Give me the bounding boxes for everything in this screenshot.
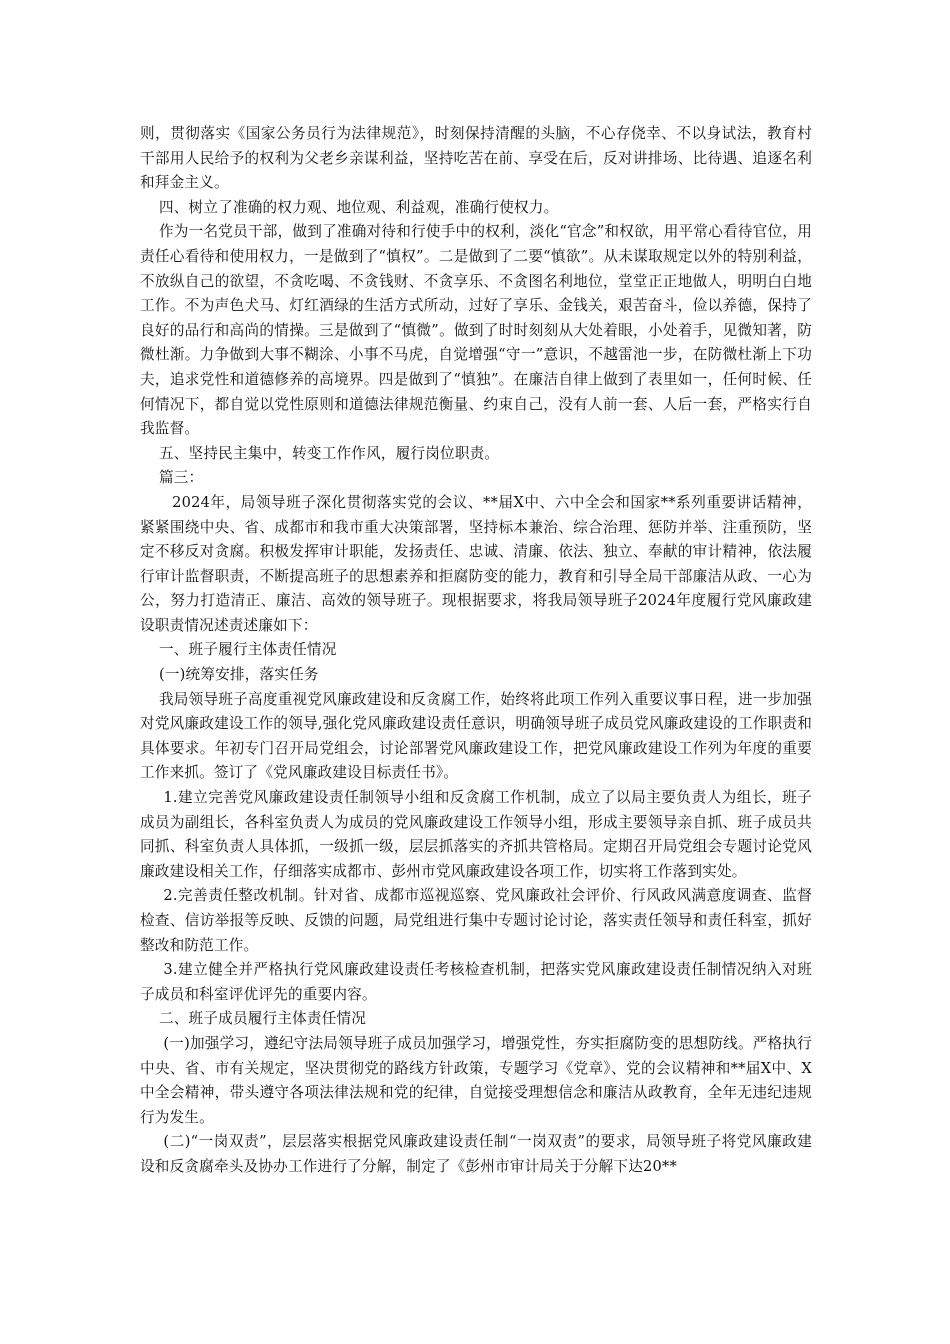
heading-part-3: 篇三： [158,469,204,487]
paragraph-item-3: 3.建立健全并严格执行党风廉政建设责任考核检查机制，把落实党风廉政建设责任制情况纳入对班子成员和科室评优评先的重要内容。 [140,961,812,1003]
paragraph-leadership-focus: 我局领导班子高度重视党风廉政建设和反贪腐工作，始终将此项工作列入重要议事日程，进一步加强对党风廉政建设工作的领导,强化党风廉政建设责任意识，明确领导班子成员党风廉政建设的工作职责和具体要求。年初专门召开局党组会，讨论部署党风廉政建设工作，把党风廉政建设工作列为年度的重要工作来抓。签订了《党风廉政建设目标责任书》。 [140,690,812,782]
paragraph-study-discipline: (一)加强学习，遵纪守法局领导班子成员加强学习，增强党性，夯实拒腐防变的思想防线。严格执行中央、省、市有关规定，坚决贯彻党的路线方针政策，专题学习《党章》、党的会议精神和**届X中、X中全会精神，带头遵守各项法律法规和党的纪律，自觉接受理想信念和廉洁从政教育，全年无违纪违规行为发生。 [140,1034,812,1126]
heading-section-4: 四、树立了准确的权力观、地位观、利益观，准确行使权力。 [158,198,559,216]
subheading-overall-arrangement: (一)统筹安排，落实任务 [158,666,319,684]
heading-section-5: 五、坚持民主集中，转变工作作风，履行岗位职责。 [158,444,500,462]
heading-member-responsibility: 二、班子成员履行主体责任情况 [158,1010,367,1028]
document-page [140,122,812,1180]
paragraph-item-1: 1.建立完善党风廉政建设责任制领导小组和反贪腐工作机制，成立了以局主要负责人为组长，班子成员为副组长，各科室负责人为成员的党风廉政建设工作领导小组，形成主要领导亲自抓、班子成员共同抓、科室负责人具体抓，一级抓一级，层层抓落实的齐抓共管格局。定期召开局党组会专题讨论党风廉政建设相关工作，仔细落实成都市、彭州市党风廉政建设各项工作，切实将工作落到实处。 [140,789,812,880]
paragraph-item-2: 2.完善责任整改机制。针对省、成都市巡视巡察、党风廉政社会评价、行风政风满意度调查、监督检查、信访举报等反映、反馈的问题，局党组进行集中专题讨论讨论，落实责任领导和责任科室，抓好整改和防范工作。 [140,887,812,954]
heading-team-responsibility: 一、班子履行主体责任情况 [158,641,337,659]
paragraph-1: 则，贯彻落实《国家公务员行为法律规范》，时刻保持清醒的头脑，不心存侥幸、不以身试法，教育村干部用人民给予的权利为父老乡亲谋利益，坚持吃苦在前、享受在后，反对讲排场、比待遇、追逐名利和拜金主义。 [140,125,812,192]
paragraph-intro-2024: 2024年，局领导班子深化贯彻落实党的会议、**届X中、六中全会和国家**系列重要讲话精神，紧紧围绕中央、省、成都市和我市重大决策部署，坚持标本兼治、综合治理、惩防并举、注重预防，坚定不移反对贪腐。积极发挥审计职能，发扬责任、忠诚、清廉、依法、独立、奉献的审计精神，依法履行审计监督职责，不断提高班子的思想素养和拒腐防变的能力，教育和引导全局干部廉洁从政、一心为公，努力打造清正、廉洁、高效的领导班子。现根据要求，将我局领导班子2024年度履行党风廉政建设职责情况述责述廉如下： [140,493,812,634]
paragraph-dual-duty: (二)“一岗双责”，层层落实根据党风廉政建设责任制“一岗双责”的要求，局领导班子将党风廉政建设和反贪腐牵头及协办工作进行了分解，制定了《彭州市审计局关于分解下达20** [140,1133,812,1175]
paragraph-power-view: 作为一名党员干部，做到了准确对待和行使手中的权利，淡化“官念”和权欲，用平常心看待官位，用责任心看待和使用权力，一是做到了“慎权”。二是做到了二要“慎欲”。从未谋取规定以外的特别利益，不放纵自己的欲望，不贪吃喝、不贪钱财、不贪享乐、不贪图名利地位，堂堂正正地做人，明明白白地工作。不为声色犬马、灯红酒绿的生活方式所动，过好了享乐、金钱关，艰苦奋斗，俭以养德，保持了良好的品行和高尚的情操。三是做到了“慎微”。做到了时时刻刻从大处着眼，小处着手，见微知著，防微杜渐。力争做到大事不糊涂、小事不马虎，自觉增强“守一”意识，不越雷池一步，在防微杜渐上下功夫，追求党性和道德修养的高境界。四是做到了“慎独”。在廉洁自律上做到了表里如一，任何时候、任何情况下，都自觉以党性原则和道德法律规范衡量、约束自己，没有人前一套、人后一套，严格实行自我监督。 [140,223,812,438]
